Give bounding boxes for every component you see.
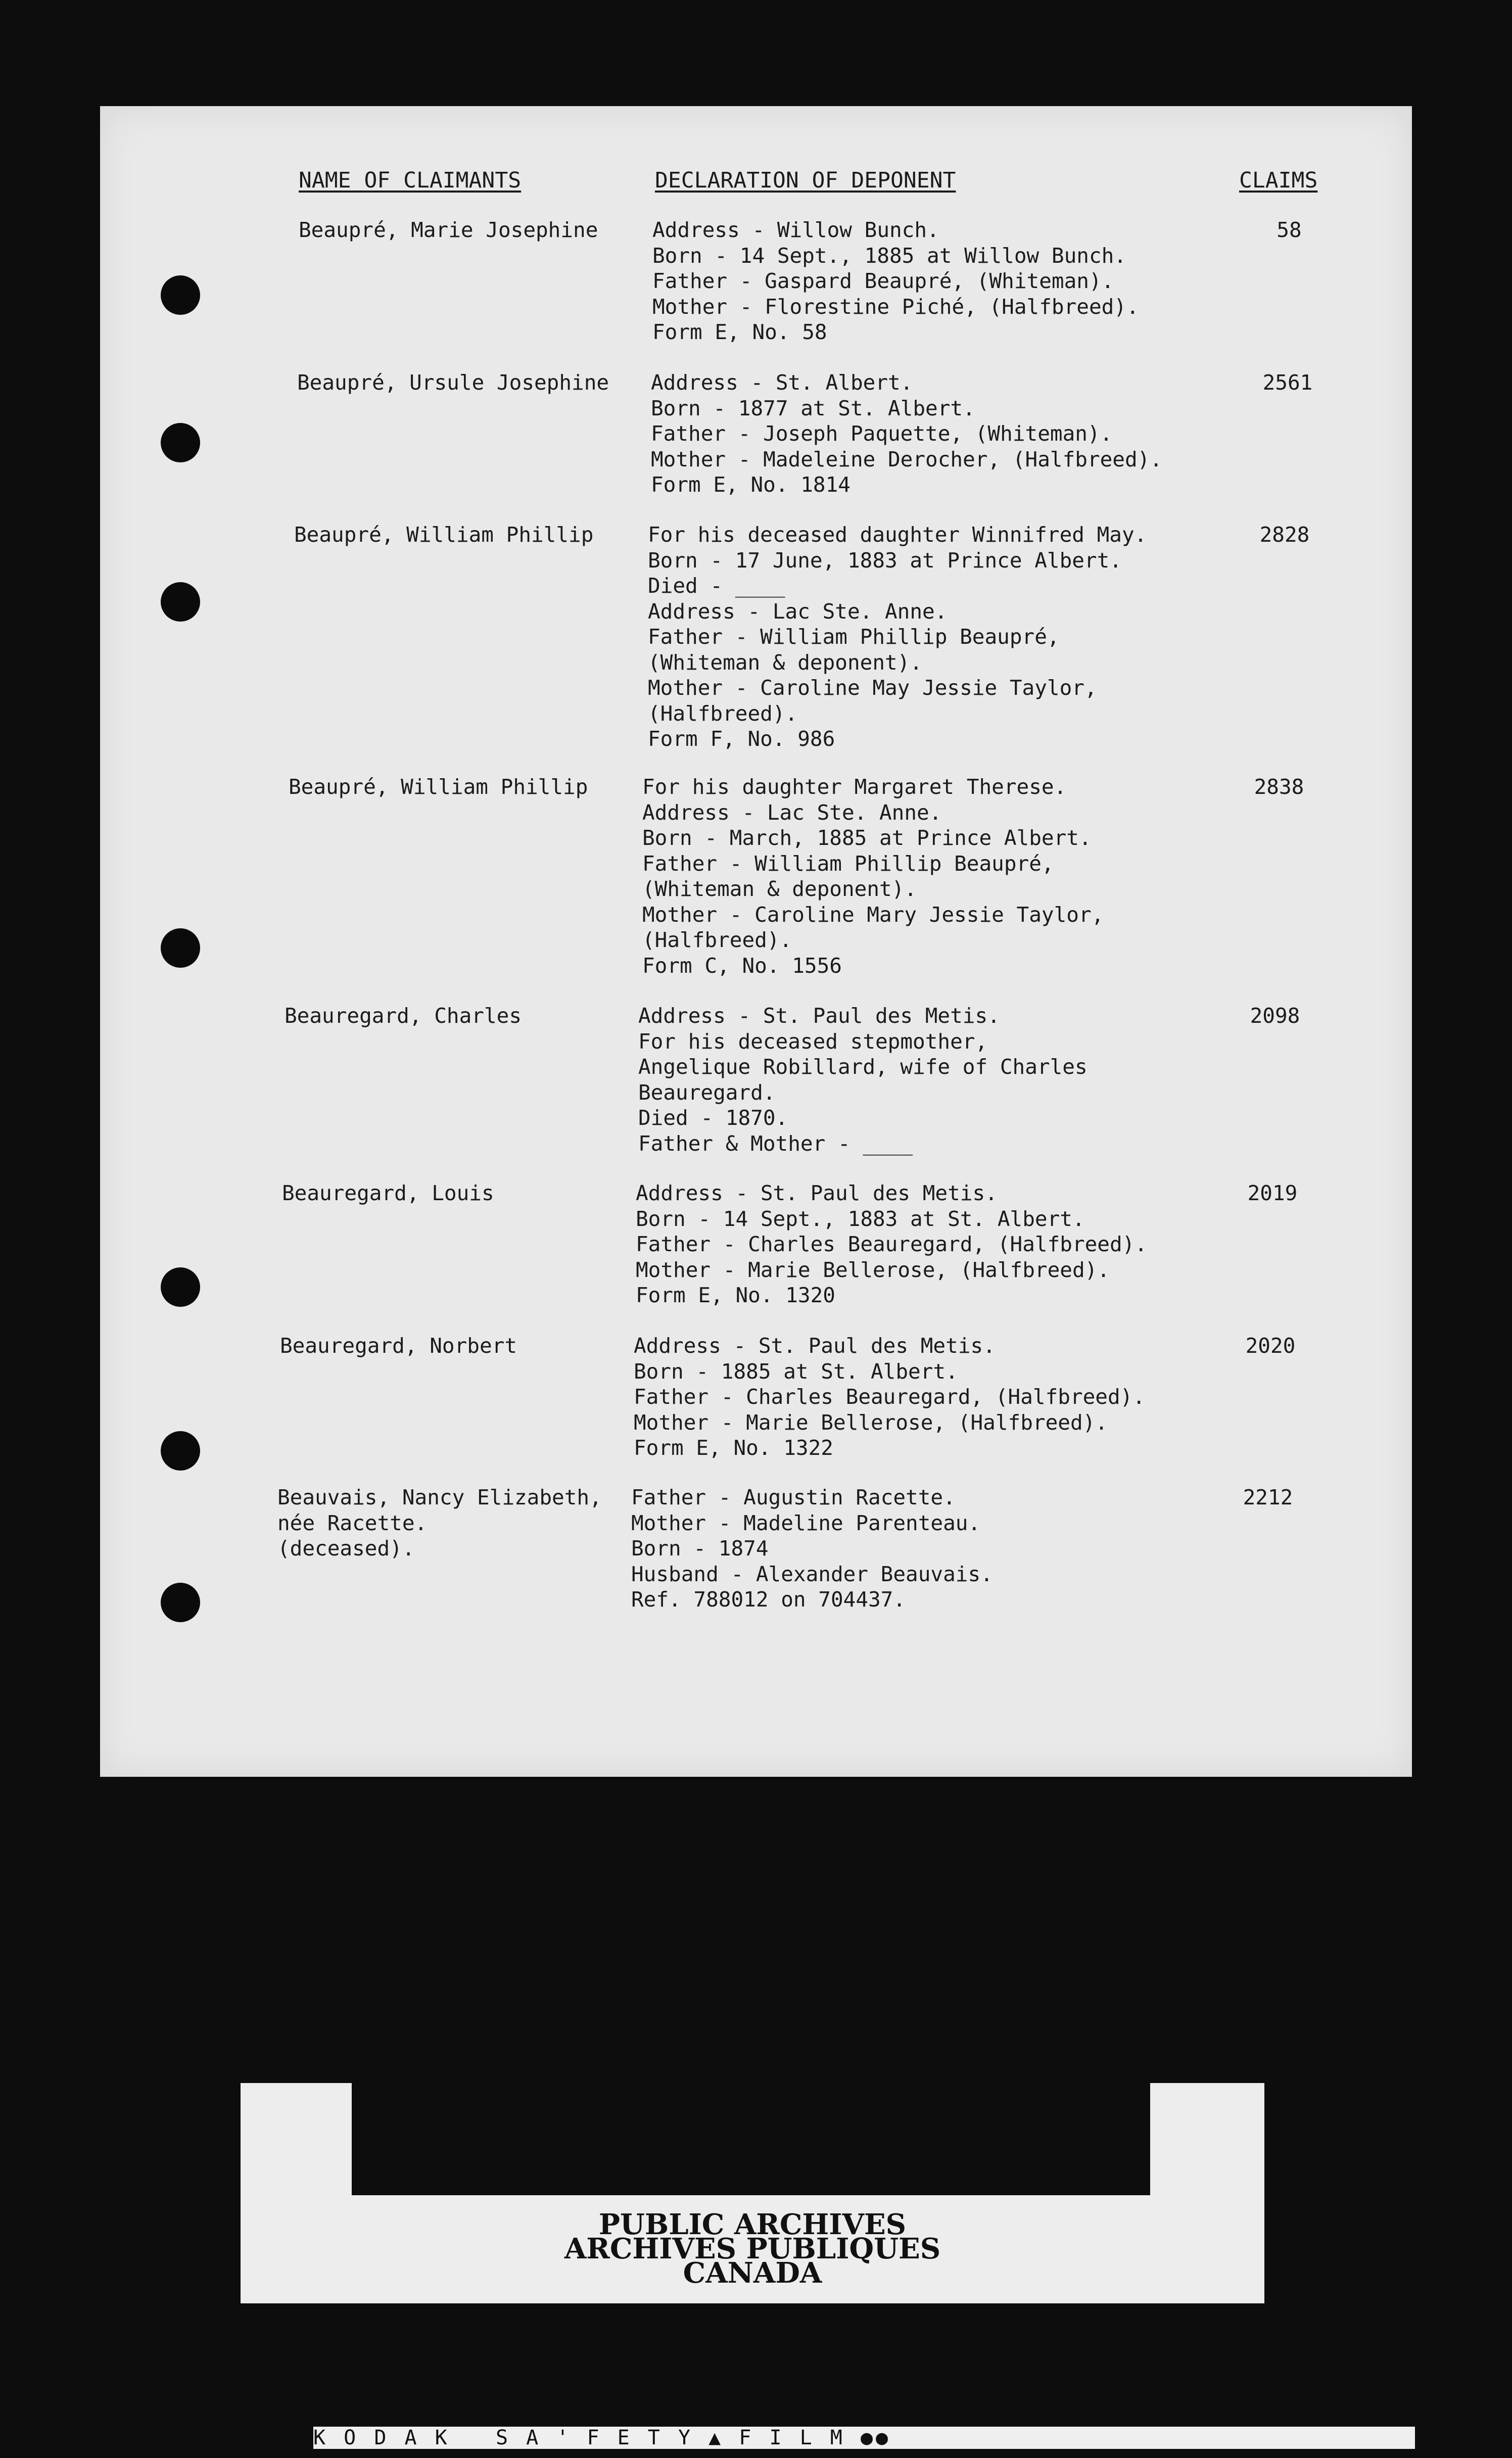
claimant-name: Beauregard, Charles — [285, 1004, 522, 1028]
declaration-line: Address - Willow Bunch. — [652, 218, 939, 242]
declaration-line: Father - William Phillip Beaupré, — [648, 625, 1060, 649]
declaration-line: Form F, No. 986 — [648, 727, 835, 751]
declaration-line: (Halfbreed). — [642, 928, 792, 952]
declaration-line: Mother - Marie Bellerose, (Halfbreed). — [634, 1410, 1108, 1435]
declaration-line: Mother - Marie Bellerose, (Halfbreed). — [636, 1257, 1110, 1282]
declaration-line: Died - 1870. — [638, 1106, 788, 1130]
declaration-line: Born - 14 Sept., 1885 at Willow Bunch. — [652, 243, 1126, 268]
declaration-line: Born - 14 Sept., 1883 at St. Albert. — [636, 1206, 1085, 1231]
declaration-line: Father - Joseph Paquette, (Whiteman). — [651, 421, 1113, 446]
declaration-line: Father & Mother - ____ — [638, 1131, 913, 1156]
claimant-name: Beauregard, Norbert — [280, 1334, 517, 1358]
declaration-line: Address - Lac Ste. Anne. — [648, 599, 948, 624]
declaration-line: Beauregard. — [638, 1080, 776, 1105]
declaration-line: Father - Charles Beauregard, (Halfbreed). — [636, 1232, 1148, 1256]
declaration-text — [634, 1333, 1291, 1461]
claim-number: 2098 — [1250, 1004, 1300, 1028]
claim-number: 58 — [1277, 218, 1302, 242]
declaration-line: Born - 1877 at St. Albert. — [651, 396, 975, 420]
claimant-name: Beaupré, Ursule Josephine — [297, 370, 609, 395]
claim-number: 2838 — [1254, 775, 1304, 799]
declaration-line: Form E, No. 1320 — [636, 1283, 835, 1307]
declaration-line: Father - William Phillip Beaupré, — [642, 851, 1054, 876]
declaration-line: Address - St. Paul des Metis. — [636, 1181, 998, 1205]
claim-number: 2212 — [1243, 1485, 1293, 1509]
claim-number: 2020 — [1245, 1334, 1296, 1358]
declaration-text — [636, 1180, 1293, 1308]
declaration-line: Mother - Caroline Mary Jessie Taylor, — [642, 902, 1104, 927]
declaration-text — [648, 522, 1305, 752]
declaration-line: Form E, No. 1814 — [651, 472, 850, 497]
declaration-line: Form E, No. 58 — [652, 320, 827, 344]
declaration-line: Address - St. Albert. — [651, 370, 913, 395]
declaration-line: Address - St. Paul des Metis. — [634, 1334, 996, 1358]
claimant-name: Beauregard, Louis — [282, 1181, 494, 1205]
declaration-text — [631, 1485, 1288, 1613]
declaration-text — [638, 1003, 1295, 1156]
document-page — [100, 106, 1412, 1777]
declaration-line: Father - Charles Beauregard, (Halfbreed). — [634, 1385, 1146, 1409]
declaration-line: For his daughter Margaret Therese. — [642, 775, 1067, 799]
declaration-text — [642, 774, 1299, 978]
declaration-line: (Halfbreed). — [648, 701, 798, 726]
declaration-line: Ref. 788012 on 704437. — [631, 1587, 906, 1612]
archive-label-line-1: PUBLIC ARCHIVES — [598, 2208, 907, 2241]
declaration-line: For his deceased daughter Winnifred May. — [648, 523, 1147, 547]
declaration-line: For his deceased stepmother, — [638, 1029, 988, 1054]
header-claims: CLAIMS — [1239, 168, 1318, 193]
declaration-line: Died - ____ — [648, 574, 785, 598]
declaration-line: (Whiteman & deponent). — [648, 650, 923, 675]
declaration-line: (Whiteman & deponent). — [642, 877, 917, 901]
declaration-text — [652, 217, 1309, 345]
declaration-line: Address - St. Paul des Metis. — [638, 1004, 1000, 1028]
archive-label-line-3: CANADA — [683, 2256, 822, 2290]
declaration-line: Mother - Caroline May Jessie Taylor, — [648, 676, 1097, 700]
label-cutout — [352, 2083, 1150, 2195]
declaration-line: Born - 17 June, 1883 at Prince Albert. — [648, 548, 1122, 573]
punch-hole — [161, 582, 200, 622]
claim-number: 2561 — [1262, 370, 1313, 395]
header-name-of-claimants: NAME OF CLAIMANTS — [299, 168, 522, 193]
declaration-line: Form E, No. 1322 — [634, 1436, 833, 1460]
declaration-line: Angelique Robillard, wife of Charles — [638, 1055, 1088, 1079]
claimant-name: Beaupré, William Phillip — [289, 775, 588, 799]
declaration-line: Address - Lac Ste. Anne. — [642, 800, 942, 825]
declaration-line: Born - March, 1885 at Prince Albert. — [642, 826, 1092, 850]
claim-number: 2828 — [1259, 523, 1310, 547]
declaration-text — [651, 370, 1308, 498]
claim-number: 2019 — [1247, 1181, 1298, 1205]
punch-hole — [161, 928, 200, 968]
declaration-line: Mother - Madeleine Derocher, (Halfbreed). — [651, 447, 1163, 471]
claimant-name: Beaupré, Marie Josephine — [299, 218, 598, 242]
punch-hole — [161, 423, 200, 462]
declaration-line: Mother - Florestine Piché, (Halfbreed). — [652, 294, 1139, 319]
punch-hole — [161, 1431, 200, 1471]
declaration-line: Born - 1874 — [631, 1536, 769, 1561]
declaration-line: Husband - Alexander Beauvais. — [631, 1562, 993, 1586]
declaration-line: Mother - Madeline Parenteau. — [631, 1510, 981, 1535]
archive-label-line-2: ARCHIVES PUBLIQUES — [564, 2232, 941, 2265]
claimant-name: Beaupré, William Phillip — [294, 523, 594, 547]
film-edge-marking: K O D A K S A ' F E T Y ▲ F I L M ●● — [313, 2427, 1415, 2449]
punch-hole — [161, 1583, 200, 1622]
declaration-line: Father - Gaspard Beaupré, (Whiteman). — [652, 269, 1114, 293]
punch-hole — [161, 275, 200, 315]
header-declaration: DECLARATION OF DEPONENT — [655, 168, 956, 193]
archive-label — [241, 2083, 1264, 2303]
declaration-line: Born - 1885 at St. Albert. — [634, 1359, 958, 1384]
declaration-line: Form C, No. 1556 — [642, 953, 842, 978]
declaration-line: Father - Augustin Racette. — [631, 1485, 956, 1509]
claimant-name: Beauvais, Nancy Elizabeth, née Racette. (deceased). — [277, 1485, 602, 1561]
punch-hole — [161, 1267, 200, 1307]
